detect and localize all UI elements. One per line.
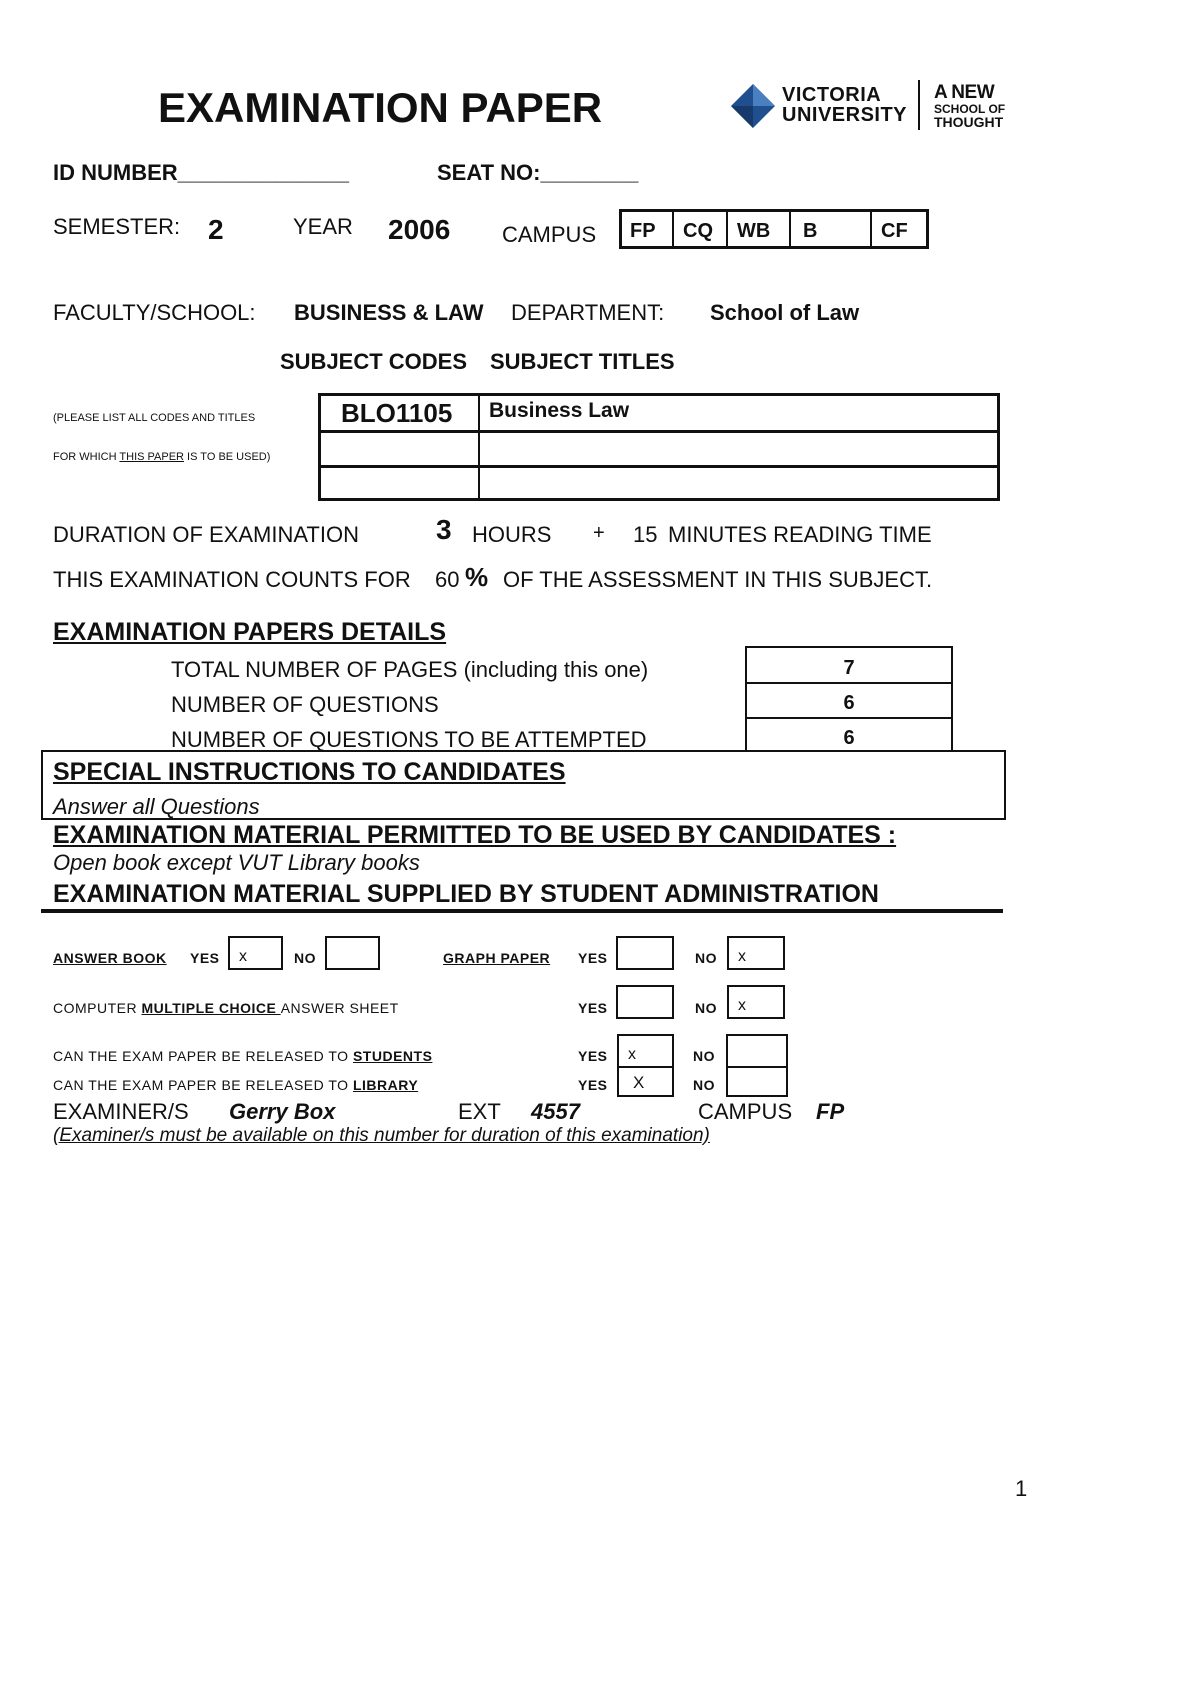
release-students-no-checkbox[interactable] [726,1034,788,1068]
release-library-yes-checkbox[interactable] [617,1066,674,1097]
duration-hours: 3 [436,514,452,545]
answer-book-yes-label: YES [190,950,220,966]
answer-book-no-label: NO [294,950,316,966]
campus-options-box [619,209,929,249]
campus-option-wb: WB [737,220,771,242]
mcq-label-underlined: MULTIPLE CHOICE [141,1000,281,1016]
semester-value: 2 [208,214,224,245]
release-students-pre: CAN THE EXAM PAPER BE RELEASED TO [53,1048,353,1064]
campus-label: CAMPUS [502,222,597,247]
details-heading: EXAMINATION PAPERS DETAILS [53,618,447,646]
graph-paper-label: GRAPH PAPER [443,950,551,966]
page-title: EXAMINATION PAPER [158,84,603,131]
mcq-yes-label: YES [578,1000,608,1016]
counts-percent: % [465,562,489,592]
release-students-label [53,1048,432,1064]
special-instructions-heading: SPECIAL INSTRUCTIONS TO CANDIDATES [53,758,566,786]
logo-divider [918,80,920,130]
page-number: 1 [1015,1476,1028,1501]
supplied-rule [41,909,1003,913]
release-students-yes-checkbox[interactable] [617,1034,674,1068]
graph-paper-yes-label: YES [578,950,608,966]
seat-no-field [437,160,638,186]
graph-paper-no-checkbox[interactable] [727,936,785,970]
release-library-label [53,1077,418,1093]
reading-time-label: MINUTES READING TIME [668,522,932,547]
answer-book-no-checkbox[interactable] [325,936,380,970]
release-library-underlined: LIBRARY [352,1077,419,1093]
seat-no-label: SEAT NO: [437,160,541,185]
mcq-no-label: NO [695,1000,717,1016]
details-table [745,646,953,752]
release-library-pre: CAN THE EXAM PAPER BE RELEASED TO [53,1077,353,1093]
counts-label: THIS EXAMINATION COUNTS FOR [53,567,411,592]
release-library-no-label: NO [693,1077,715,1093]
mcq-no-mark: x [738,997,746,1014]
campus-divider [672,212,674,246]
logo-name-line2: UNIVERSITY [782,104,908,126]
special-instructions-text: Answer all Questions [53,794,260,819]
mcq-yes-checkbox[interactable] [616,985,674,1019]
mcq-label-pre: COMPUTER [53,1000,142,1016]
release-library-yes-mark: X [633,1073,645,1092]
university-logo [730,80,1006,132]
faculty-label: FACULTY/SCHOOL: [53,300,256,325]
answer-book-yes-mark: x [239,948,247,965]
department-value: School of Law [710,300,860,325]
duration-label: DURATION OF EXAMINATION [53,522,359,547]
subjects-table [318,393,1000,501]
campus-option-cq: CQ [683,220,713,242]
subjects-col-divider [478,396,480,498]
counts-value: 60 [435,567,460,592]
id-number-label: ID NUMBER [53,160,178,185]
subject-codes-header: SUBJECT CODES [280,349,468,374]
answer-book-label: ANSWER BOOK [53,950,167,966]
campus-option-b: B [803,220,818,242]
release-library-no-checkbox[interactable] [726,1066,788,1097]
campus-divider [870,212,872,246]
subjects-row-divider [321,430,997,433]
answer-book-yes-checkbox[interactable] [228,936,283,970]
duration-minutes: 15 [633,522,658,547]
examiner-note: (Examiner/s must be available on this number for duration of this examination) [53,1125,710,1146]
subject-titles-header: SUBJECT TITLES [490,349,675,374]
supplied-heading: EXAMINATION MATERIAL SUPPLIED BY STUDENT ADMINISTRATION [53,880,879,908]
campus-divider [789,212,791,246]
examiner-name: Gerry Box [229,1099,336,1124]
graph-paper-yes-checkbox[interactable] [616,936,674,970]
subjects-note-line1: (PLEASE LIST ALL CODES AND TITLES [53,412,256,424]
mcq-label-post: ANSWER SHEET [280,1000,399,1016]
logo-tagline-2: SCHOOL OF [934,102,1006,116]
special-instructions-box [41,750,1006,820]
examiner-campus-label: CAMPUS [698,1099,793,1124]
examiner-campus: FP [816,1099,845,1124]
release-students-no-label: NO [693,1048,715,1064]
subjects-note-pre: FOR WHICH [53,451,120,463]
logo-name-line1: VICTORIA [782,84,882,106]
subject-title: Business Law [489,399,630,422]
mcq-no-checkbox[interactable] [727,985,785,1019]
release-students-yes-label: YES [578,1048,608,1064]
details-value-pages: 7 [843,657,855,679]
subject-code: BLO1105 [341,398,453,428]
details-row-divider [747,682,951,684]
campus-divider [726,212,728,246]
details-value-questions: 6 [843,692,855,714]
examiner-ext: 4557 [531,1099,580,1124]
graph-paper-no-mark: x [738,948,746,965]
campus-option-fp: FP [630,220,656,242]
release-students-yes-mark: x [628,1046,636,1063]
department-label: DEPARTMENT: [511,300,665,325]
campus-option-cf: CF [881,220,908,242]
counts-suffix: OF THE ASSESSMENT IN THIS SUBJECT. [503,567,933,592]
examiner-label: EXAMINER/S [53,1099,189,1124]
logo-tagline-3: THOUGHT [934,114,1004,130]
logo-tagline-1: A NEW [934,82,995,103]
semester-label: SEMESTER: [53,214,181,239]
details-row-divider [747,717,951,719]
details-value-attempted: 6 [843,727,855,749]
examiner-ext-label: EXT [458,1099,501,1124]
diamond-logo-icon [730,83,776,129]
id-number-blank: ______________ [177,160,349,185]
duration-plus: + [593,522,605,544]
details-label-attempted: NUMBER OF QUESTIONS TO BE ATTEMPTED [171,727,647,752]
subjects-row-divider [321,465,997,468]
permitted-heading: EXAMINATION MATERIAL PERMITTED TO BE USED BY CANDIDATES : [53,821,897,849]
subjects-note-underlined: THIS PAPER [119,451,184,463]
subjects-note-line2 [53,451,270,463]
year-label: YEAR [293,214,353,239]
mcq-label [53,1000,399,1016]
subjects-note-post: IS TO BE USED) [184,451,271,463]
year-value: 2006 [388,214,451,245]
id-number-field [53,160,349,186]
faculty-value: BUSINESS & LAW [294,300,484,325]
details-label-pages: TOTAL NUMBER OF PAGES (including this one) [171,657,649,682]
graph-paper-no-label: NO [695,950,717,966]
duration-hours-label: HOURS [472,522,552,547]
permitted-text: Open book except VUT Library books [53,850,420,875]
seat-no-blank: ________ [540,160,639,185]
release-students-underlined: STUDENTS [352,1048,433,1064]
details-label-questions: NUMBER OF QUESTIONS [171,692,439,717]
release-library-yes-label: YES [578,1077,608,1093]
